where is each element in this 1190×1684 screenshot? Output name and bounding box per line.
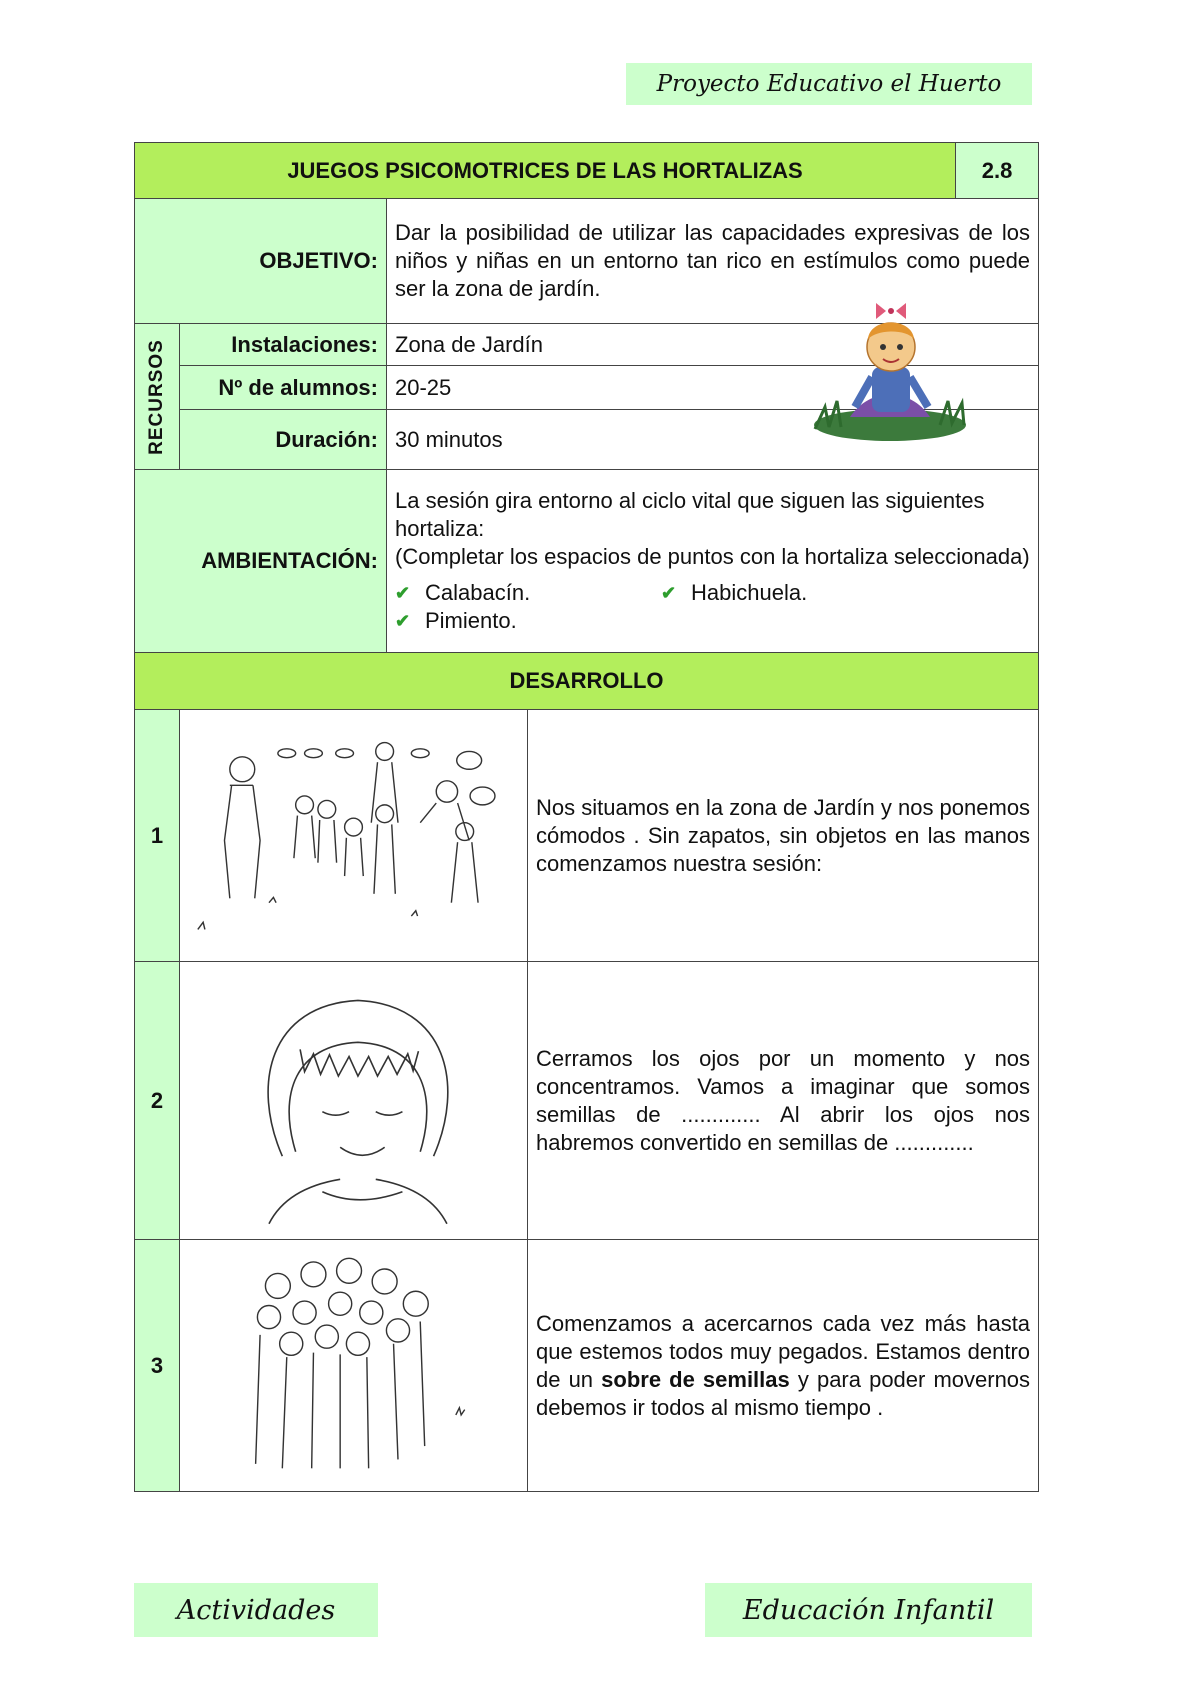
step-illustration [180, 1240, 528, 1492]
step-text: Cerramos los ojos por un momento y nos concentramos. Vamos a imaginar que somos semillas de ............. Al abrir los ojos nos habremos convertido en semillas de ............. [528, 962, 1039, 1240]
objetivo-label: OBJETIVO: [135, 199, 387, 324]
child-sitting-on-grass-illustration [810, 297, 970, 447]
recursos-label: RECURSOS [146, 338, 167, 455]
options-row [395, 607, 1030, 635]
checkmark-icon: ✔ [395, 583, 411, 603]
option-item: ✔ Habichuela. [661, 580, 808, 605]
alumnos-value: 20-25 [387, 366, 1039, 410]
activity-number: 2.8 [956, 143, 1039, 199]
step-number: 1 [135, 710, 180, 962]
step-text: Comenzamos a acercarnos cada vez más hasta que estemos todos muy pegados. Estamos dentro de un sobre de semillas y para poder movernos debemos ir todos al mismo tiempo . [528, 1240, 1039, 1492]
recursos-section [135, 324, 180, 470]
duracion-label: Duración: [180, 410, 387, 470]
instalaciones-value: Zona de Jardín [387, 324, 1039, 366]
group-of-children-huddled-illustration [180, 1241, 527, 1491]
objetivo-text: Dar la posibilidad de utilizar las capacidades expresivas de los niños y niñas en un entorno tan rico en estímulos como puede ser la zona de jardín. [387, 199, 1039, 324]
ambientacion-intro: La sesión gira entorno al ciclo vital que siguen las siguientes hortaliza: [395, 488, 985, 541]
ambientacion-note: (Completar los espacios de puntos con la hortaliza seleccionada) [395, 544, 1030, 569]
step-text: Nos situamos en la zona de Jardín y nos ponemos cómodos . Sin zapatos, sin objetos en las manos comenzamos nuestra sesión: [528, 710, 1039, 962]
alumnos-label: Nº de alumnos: [180, 366, 387, 410]
step-number: 2 [135, 962, 180, 1240]
ambientacion-content [387, 470, 1039, 653]
duracion-value: 30 minutos [387, 410, 1039, 470]
instalaciones-label: Instalaciones: [180, 324, 387, 366]
step-illustration [180, 962, 528, 1240]
project-title: Proyecto Educativo el Huerto [626, 63, 1032, 105]
option-item: ✔ Pimiento. [395, 608, 517, 633]
checkmark-icon: ✔ [661, 583, 677, 603]
footer-level-label: Educación Infantil [705, 1583, 1032, 1637]
step-illustration [180, 710, 528, 962]
footer-section-label: Actividades [134, 1583, 378, 1637]
desarrollo-header: DESARROLLO [135, 653, 1039, 710]
options-row [395, 579, 1030, 607]
girl-eyes-closed-illustration [180, 963, 527, 1239]
checkmark-icon: ✔ [395, 611, 411, 631]
activity-title: JUEGOS PSICOMOTRICES DE LAS HORTALIZAS [135, 143, 956, 199]
emphasis-text: sobre de semillas [601, 1366, 790, 1392]
children-in-garden-illustration [180, 711, 527, 961]
ambientacion-label: AMBIENTACIÓN: [135, 470, 387, 653]
step-number: 3 [135, 1240, 180, 1492]
option-item: ✔ Calabacín. [395, 580, 531, 605]
